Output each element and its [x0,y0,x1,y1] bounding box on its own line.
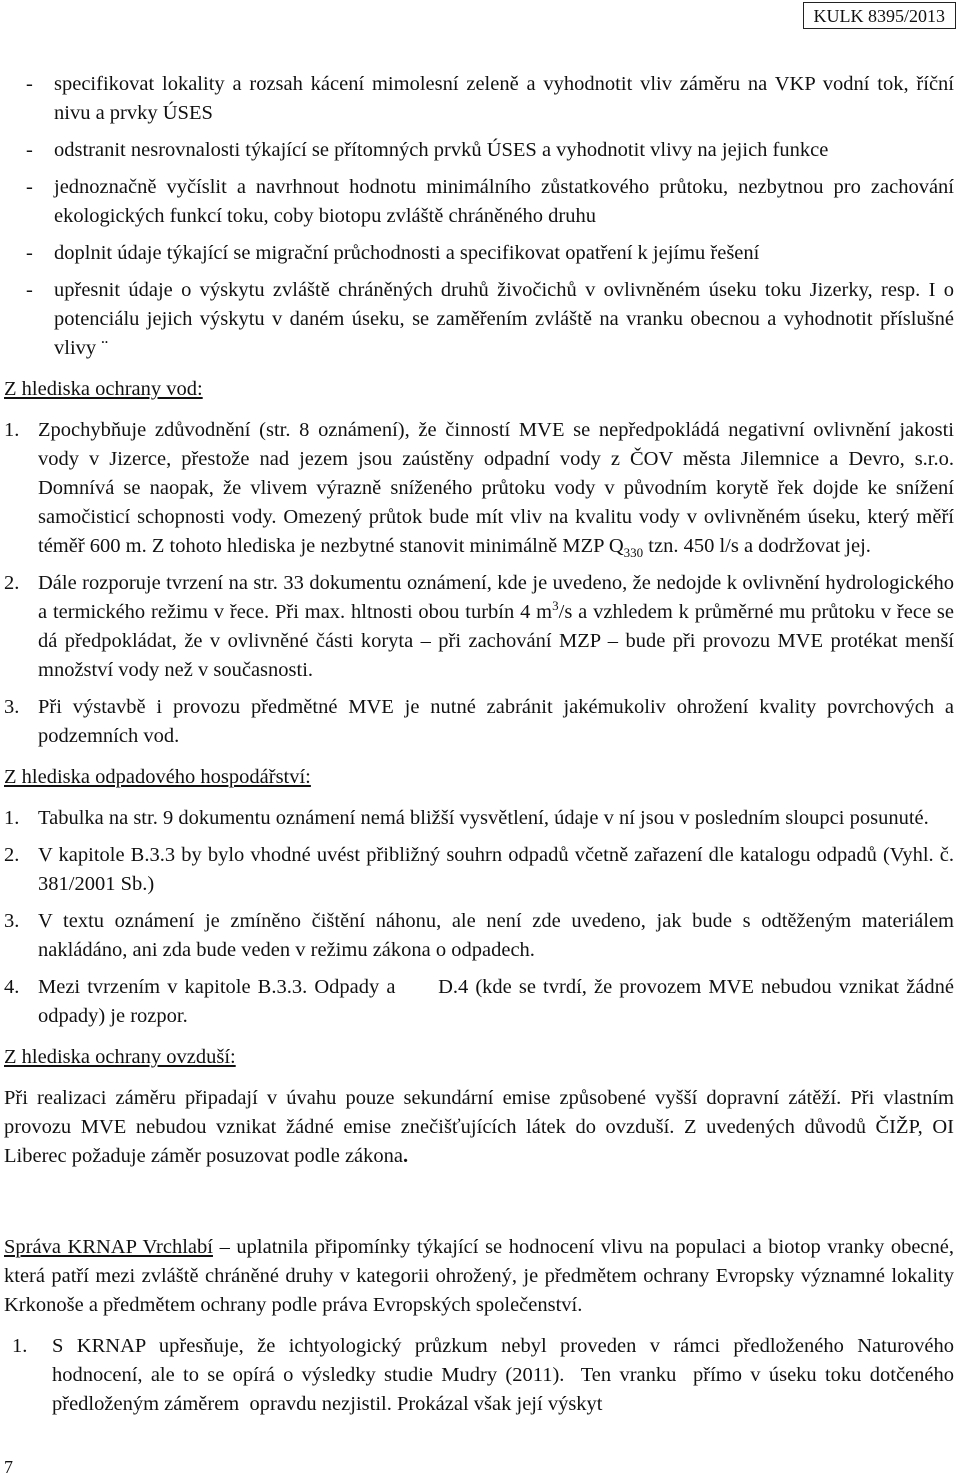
section-heading-water: Z hlediska ochrany vod: [4,378,203,400]
krnap-item: 1. S KRNAP upřesňuje, že ichtyologický průzkum nebyl proveden v rámci předloženého Naturového hodnocení, ale to se opírá o výsledky studie Mudry (2011). Ten vranku přímo v úseku toku dotčeného předloženým záměrem opravdu nezjistil. Prokázal však její výskyt [12,1335,960,1415]
water-item: 3. Při výstavbě i provozu předmětné MVE je nutné zabránit jakémukoliv ohrožení kvality povrchových a podzemních vod. [4,696,954,747]
list-item: - jednoznačně vyčíslit a navrhnout hodnotu minimálního zůstatkového průtoku, nezbytnou pro zachování ekologických funkcí toku, coby biotopu zvláště chráněného druhu [26,176,954,227]
krnap-paragraph: Správa KRNAP Vrchlabí – uplatnila připomínky týkající se hodnocení vlivu na populaci a biotop vranky obecné, která patří mezi zvláště chráněné druhy v kategorii ohrožený, je předmětem ochrany Evropsky významné lokality Krkonoše a předmětem ochrany podle práva Evropských společenství. [4,1236,954,1316]
air-paragraph: Při realizaci záměru připadají v úvahu pouze sekundární emise způsobené vyšší dopravní zátěží. Při vlastním provozu MVE nebudou vznikat žádné emise znečišťujících látek do ovzduší. Z uvedených důvodů ČIŽP, OI Liberec požaduje záměr posuzovat podle zákona. [4,1087,954,1167]
water-item: 2. Dále rozporuje tvrzení na str. 33 dokumentu oznámení, kde je uvedeno, že nedojde k ovlivnění hydrologického a termického režimu v řece. Při max. hltnosti obou turbín 4 $m^3/s$ a vzhledem k průměrné mu průtoku v řece se dá předpokládat, že v ovlivněné části koryta – při zachování MZP – bude při provozu MVE protékat menší množství vody než v současnosti. [4,572,954,681]
document-reference: KULK 8395/2013 [803,2,957,29]
waste-item: 1. Tabulka na str. 9 dokumentu oznámení nemá bližší vysvětlení, údaje v ní jsou v posledním sloupci posunuté. [4,807,929,829]
page-number: 7 [4,1457,13,1477]
list-item: - upřesnit údaje o výskytu zvláště chráněných druhů živočichů v ovlivněném úseku toku Jizerky, resp. I o potenciálu jejich výskytu v daném úseku, se zaměřením zvláště na vranku obecnou a vyhodnotit příslušné vlivy ¨ [26,279,954,359]
section-heading-air: Z hlediska ochrany ovzduší: [4,1046,236,1068]
waste-item: 2. V kapitole B.3.3 by bylo vhodné uvést přibližný souhrn odpadů včetně zařazení dle katalogu odpadů (Vyhl. č. 381/2001 Sb.) [4,844,954,895]
document-body [4,70,960,1419]
section-heading-waste: Z hlediska odpadového hospodářství: [4,766,311,788]
krnap-name: Správa KRNAP Vrchlabí [4,1236,213,1258]
list-item: - doplnit údaje týkající se migrační průchodnosti a specifikovat opatření k jejímu řešení [26,242,760,264]
waste-item: 3. V textu oznámení je zmíněno čištění náhonu, ale není zde uvedeno, jak bude s odtěženým materiálem nakládáno, ani zda bude veden v režimu zákona o odpadech. [4,910,954,961]
list-item: - odstranit nesrovnalosti týkající se přítomných prvků ÚSES a vyhodnotit vlivy na jejich funkce [26,139,829,161]
water-item: 1. Zpochybňuje zdůvodnění (str. 8 oznámení), že činností MVE se nepředpokládá negativní ovlivnění jakosti vody v Jizerce, přestože nad jezem jsou zaústěny odpadní vody z ČOV města Jilemnice a Devro, s.r.o. Domnívá se naopak, že vlivem výrazně sníženého průtoku vody v původním korytě řek dojde ke snížení samočisticí schopnosti vody. Omezený průtok bude mít vliv na kvalitu vody v ovlivněném úseku, který měří téměř 600 m. Z tohoto hlediska je nezbytné stanovit minimálně MZP $Q_{330}$ tzn. 450 l/s a dodržovat jej. [4,419,954,561]
waste-item: 4. Mezi tvrzením v kapitole B.3.3. Odpady a D.4 (kde se tvrdí, že provozem MVE nebudou vznikat žádné odpady) je rozpor. [4,976,960,1027]
list-item: - specifikovat lokality a rozsah kácení mimolesní zeleně a vyhodnotit vliv záměru na VKP vodní tok, říční nivu a prvky ÚSES [26,73,954,124]
